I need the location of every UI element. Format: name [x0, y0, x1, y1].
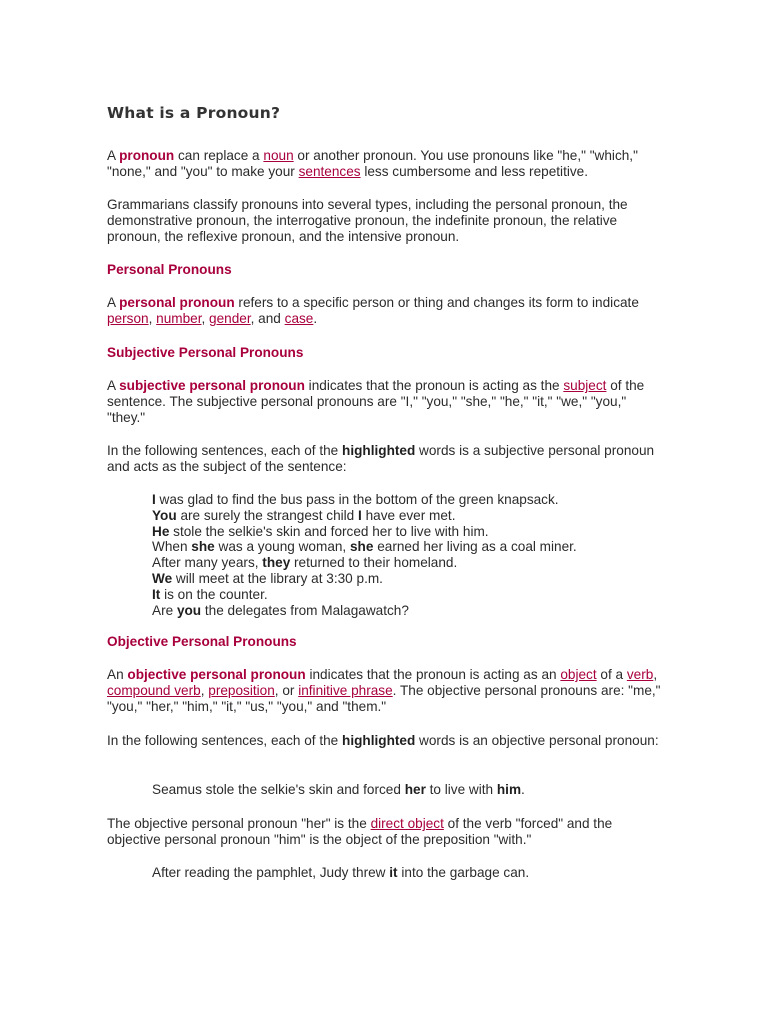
text: A — [107, 148, 120, 163]
link-object[interactable]: object — [560, 667, 597, 682]
pronoun: I — [152, 492, 156, 507]
term-pronoun: pronoun — [119, 148, 175, 163]
heading-subjective-pronouns: Subjective Personal Pronouns — [107, 345, 304, 360]
text: words is a subjective personal pronoun and acts as the subject of the sentence: — [107, 443, 655, 474]
subjective-examples-intro — [107, 443, 667, 475]
heading-objective-pronouns: Objective Personal Pronouns — [107, 634, 297, 649]
direct-object-paragraph — [107, 816, 667, 848]
text: The objective personal pronoun "her" is the — [107, 816, 371, 831]
text: to live with — [425, 782, 497, 797]
text: , — [201, 311, 210, 326]
example-line — [152, 571, 672, 587]
text: , — [148, 311, 157, 326]
text: was glad to find the bus pass in the bottom of the green knapsack. — [155, 492, 559, 507]
pronoun: We — [152, 570, 173, 586]
text: , — [653, 667, 658, 682]
text: of a — [596, 667, 627, 682]
text: After many years, — [152, 555, 263, 571]
link-subject[interactable]: subject — [563, 378, 607, 393]
example-line — [152, 524, 672, 540]
text: , or — [274, 683, 299, 698]
text: . — [521, 782, 525, 797]
example-line — [152, 865, 672, 881]
text: words is an objective personal pronoun: — [415, 733, 659, 748]
text: the delegates from Malagawatch? — [201, 602, 409, 618]
pronoun: her — [404, 782, 426, 797]
pronoun: you — [176, 602, 202, 618]
text: earned her living as a coal miner. — [373, 539, 577, 555]
text: After reading the pamphlet, Judy threw — [152, 865, 390, 880]
link-preposition[interactable]: preposition — [208, 683, 275, 698]
text: . The objective personal pronouns are: "me," "you," "her," "him," "it," "us," "you," and "them." — [107, 683, 661, 714]
page-title: What is a Pronoun? — [107, 104, 281, 122]
text: was a young woman, — [214, 539, 350, 555]
text: of the verb "forced" and the objective personal pronoun "him" is the object of the preposition "with." — [107, 816, 613, 847]
pronoun: You — [152, 507, 177, 523]
link-direct-object[interactable]: direct object — [370, 816, 444, 831]
text: of the sentence. The subjective personal pronouns are "I," "you," "she," "he," "it," "we," "you," "they." — [107, 378, 645, 425]
text: indicates that the pronoun is acting as the — [304, 378, 564, 393]
pronoun: it — [389, 865, 398, 880]
text: When — [152, 539, 192, 555]
pronoun: she — [350, 539, 374, 555]
text: or another pronoun. You use pronouns like "he," "which," "none," and "you" to make your — [107, 148, 638, 179]
text: , and — [250, 311, 285, 326]
pronoun: they — [262, 555, 291, 571]
bold-highlighted: highlighted — [342, 733, 416, 748]
text: In the following sentences, each of the — [107, 443, 343, 458]
pronoun: him — [496, 782, 522, 797]
example-line — [152, 539, 672, 555]
text: , — [200, 683, 209, 698]
objective-paragraph — [107, 667, 667, 715]
text: . — [313, 311, 318, 326]
objective-example-1 — [152, 782, 672, 798]
text: refers to a specific person or thing and changes its form to indicate — [234, 295, 639, 310]
text: A — [107, 378, 120, 393]
pronoun: she — [191, 539, 215, 555]
text: An — [107, 667, 128, 682]
text: is on the counter. — [160, 586, 268, 602]
text: Seamus stole the selkie's skin and forced — [152, 782, 405, 797]
example-line — [152, 508, 672, 524]
subjective-examples-list — [152, 492, 672, 618]
intro-paragraph — [107, 148, 667, 180]
text: indicates that the pronoun is acting as an — [305, 667, 561, 682]
pronoun: It — [152, 586, 161, 602]
text: returned to their homeland. — [290, 555, 458, 571]
text: into the garbage can. — [397, 865, 530, 880]
objective-example-2 — [152, 865, 672, 881]
link-number[interactable]: number — [156, 311, 202, 326]
text: are surely the strangest child — [176, 507, 359, 523]
personal-paragraph — [107, 295, 667, 327]
link-compound-verb[interactable]: compound verb — [107, 683, 201, 698]
text: can replace a — [174, 148, 264, 163]
link-verb[interactable]: verb — [626, 667, 654, 682]
example-line — [152, 555, 672, 571]
subjective-paragraph — [107, 378, 667, 426]
term-objective-pronoun: objective personal pronoun — [127, 667, 306, 682]
term-subjective-pronoun: subjective personal pronoun — [119, 378, 305, 393]
pronoun: He — [152, 523, 170, 539]
text: will meet at the library at 3:30 p.m. — [172, 570, 383, 586]
link-person[interactable]: person — [107, 311, 149, 326]
example-line — [152, 782, 672, 798]
link-infinitive-phrase[interactable]: infinitive phrase — [298, 683, 393, 698]
link-case[interactable]: case — [284, 311, 314, 326]
pronoun: I — [358, 507, 362, 523]
link-sentences[interactable]: sentences — [298, 164, 361, 179]
link-gender[interactable]: gender — [209, 311, 251, 326]
term-personal-pronoun: personal pronoun — [119, 295, 235, 310]
objective-examples-intro — [107, 733, 667, 749]
text: have ever met. — [361, 507, 456, 523]
text: A — [107, 295, 120, 310]
types-paragraph: Grammarians classify pronouns into several types, including the personal pronoun, the demonstrative pronoun, the interrogative pronoun, the indefinite pronoun, the relative pronoun, the reflexive pronoun, and the intensive pronoun. — [107, 197, 628, 244]
heading-personal-pronouns: Personal Pronouns — [107, 262, 232, 277]
example-line — [152, 603, 672, 619]
text: In the following sentences, each of the — [107, 733, 343, 748]
text: stole the selkie's skin and forced her to live with him. — [169, 523, 489, 539]
bold-highlighted: highlighted — [342, 443, 416, 458]
link-noun[interactable]: noun — [263, 148, 294, 163]
text: Are — [152, 602, 177, 618]
example-line — [152, 587, 672, 603]
example-line — [152, 492, 672, 508]
text: less cumbersome and less repetitive. — [360, 164, 588, 179]
